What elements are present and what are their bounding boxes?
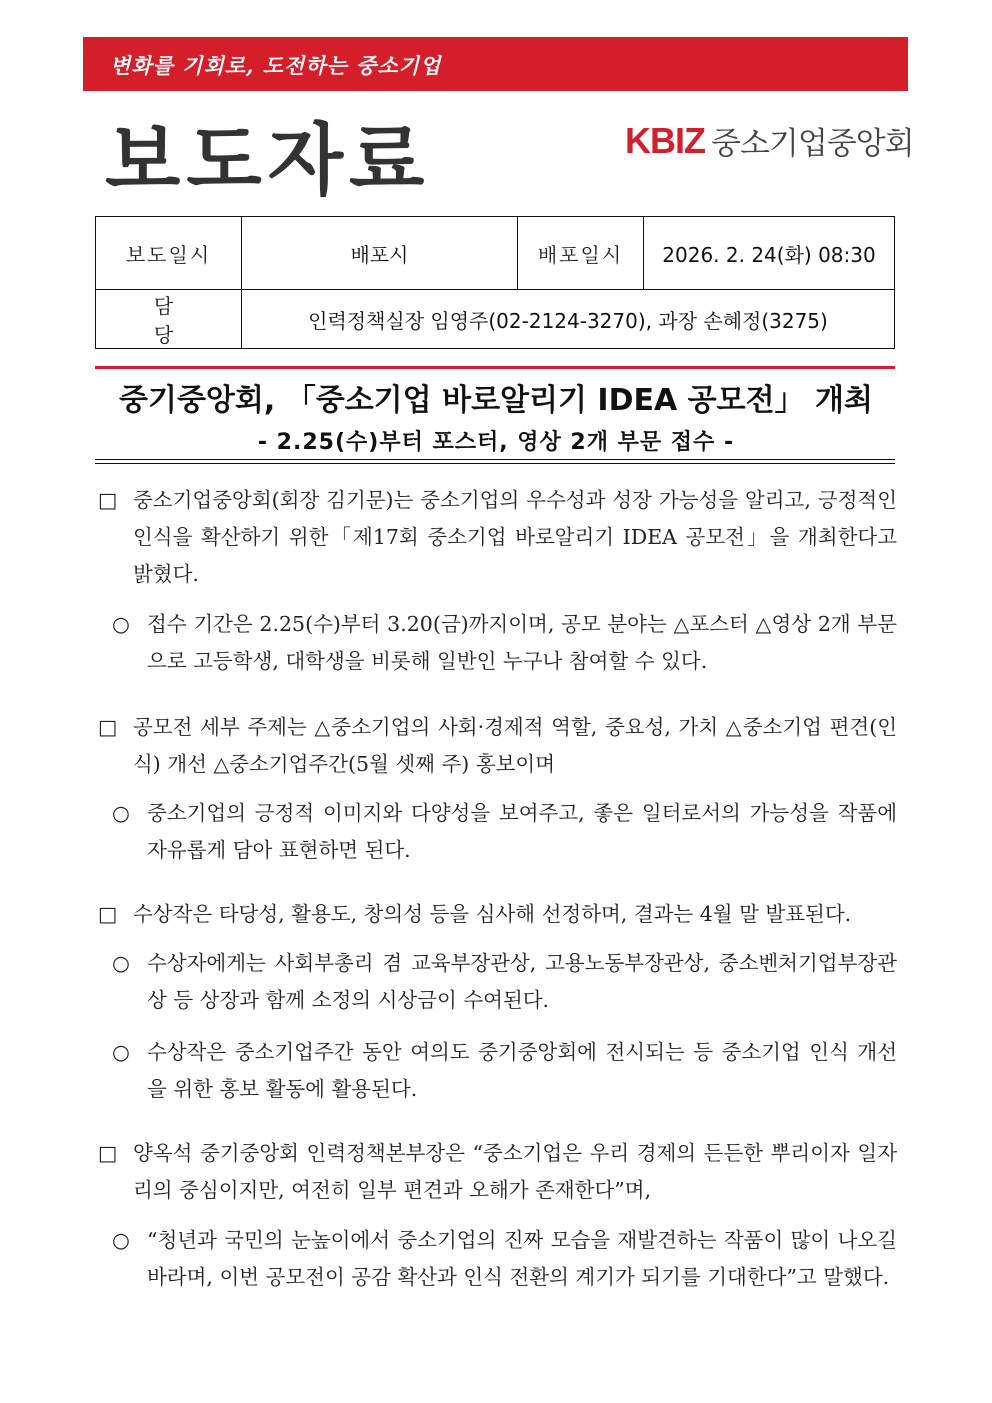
red-divider [95,366,895,369]
contact-value: 인력정책실장 임영주(02-2124-3270), 과장 손혜정(3275) [242,290,895,349]
square-bullet: □ [98,488,118,512]
paragraph-1a [112,606,897,680]
paragraph-2 [98,709,897,783]
paragraph-3 [98,896,897,933]
circle-bullet: ○ [112,951,130,975]
paragraph-3b [112,1034,897,1108]
paragraph-4a-text: “청년과 국민의 눈높이에서 중소기업의 진짜 모습을 재발견하는 작품이 많이 나오길 바라며, 이번 공모전이 공감 확산과 인식 전환의 계기가 되기를 기대한다”고 말했다. [147,1228,897,1289]
date-value: 배포시 [242,217,518,290]
paragraph-3b-text: 수상작은 중소기업주간 동안 여의도 중기중앙회에 전시되는 등 중소기업 인식 개선을 위한 홍보 활동에 활용된다. [147,1040,897,1101]
contact-label: 담 당 [96,290,242,349]
table-row [96,290,895,349]
release-value: 2026. 2. 24(화) 08:30 [644,217,895,290]
release-info-table [95,216,895,349]
logo-mark: KBIZ [625,119,705,161]
paragraph-4 [98,1135,897,1209]
paragraph-4a [112,1222,897,1296]
circle-bullet: ○ [112,612,130,636]
paragraph-3a-text: 수상자에게는 사회부총리 겸 교육부장관상, 고용노동부장관상, 중소벤처기업부장관상 등 상장과 함께 소정의 시상금이 수여된다. [147,951,897,1012]
circle-bullet: ○ [112,1228,130,1252]
paragraph-2a [112,795,897,869]
paragraph-1a-text: 접수 기간은 2.25(수)부터 3.20(금)까지이며, 공모 분야는 △포스터 △영상 2개 부문으로 고등학생, 대학생을 비롯해 일반인 누구나 참여할 수 있다. [147,612,897,673]
press-release-title: 보도자료 [105,116,431,206]
paragraph-4-text: 양옥석 중기중앙회 인력정책본부장은 “중소기업은 우리 경제의 든든한 뿌리이자 일자리의 중심이지만, 여전히 일부 편견과 오해가 존재한다”며, [133,1141,897,1202]
square-bullet: □ [98,715,118,739]
kbiz-logo [625,118,914,163]
square-bullet: □ [98,1141,118,1165]
paragraph-3-text: 수상작은 타당성, 활용도, 창의성 등을 심사해 선정하며, 결과는 4월 말 발표된다. [133,902,852,926]
logo-name: 중소기업중앙회 [711,126,914,162]
release-label: 배포일시 [518,217,644,290]
paragraph-2a-text: 중소기업의 긍정적 이미지와 다양성을 보여주고, 좋은 일터로서의 가능성을 작품에 자유롭게 담아 표현하면 된다. [147,801,897,862]
slogan-banner [83,37,908,91]
paragraph-1 [98,482,897,593]
table-row [96,217,895,290]
circle-bullet: ○ [112,801,130,825]
paragraph-1-text: 중소기업중앙회(회장 김기문)는 중소기업의 우수성과 성장 가능성을 알리고, 긍정적인 인식을 확산하기 위한「제17회 중소기업 바로알리기 IDEA 공모전」을 개최한다고 밝혔다. [133,488,897,586]
square-bullet: □ [98,902,118,926]
double-divider [95,459,895,464]
headline: 중기중앙회, 「중소기업 바로알리기 IDEA 공모전」 개최 [118,383,873,418]
paragraph-2-text: 공모전 세부 주제는 △중소기업의 사회·경제적 역할, 중요성, 가치 △중소기업 편견(인식) 개선 △중소기업주간(5월 셋째 주) 홍보이며 [133,715,897,776]
paragraph-3a [112,945,897,1019]
slogan-text: 변화를 기회로, 도전하는 중소기업 [110,53,442,78]
date-label: 보도일시 [96,217,242,290]
subheadline: - 2.25(수)부터 포스터, 영상 2개 부문 접수 - [257,430,735,455]
circle-bullet: ○ [112,1040,130,1064]
